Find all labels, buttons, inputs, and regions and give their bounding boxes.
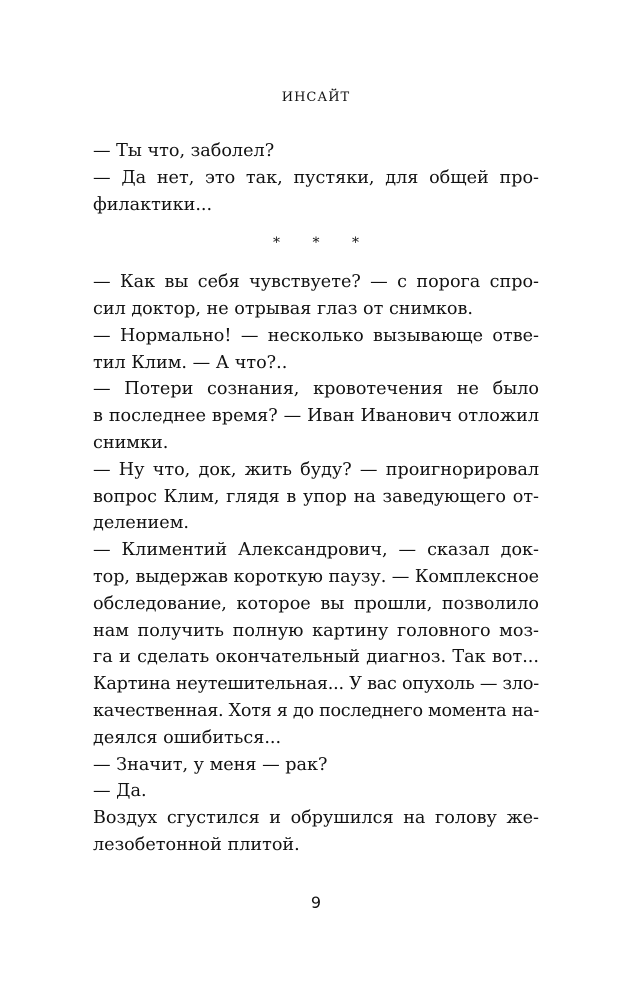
- text-line: — Как вы себя чувствуете? — с порога спро-: [93, 272, 539, 293]
- text-line: филактики...: [93, 194, 213, 215]
- text-line: — Значит, у меня — рак?: [93, 754, 328, 775]
- text-line: — Ну что, док, жить буду? — проигнорировал: [93, 459, 539, 480]
- text-line: качественная. Хотя я до последнего момента на-: [93, 700, 539, 721]
- text-line: — Климентий Александрович, — сказал док-: [93, 540, 539, 561]
- text-line: обследование, которое вы прошли, позволило: [93, 593, 539, 614]
- page-number: 9: [310, 893, 322, 912]
- text-line: снимки.: [93, 432, 169, 453]
- text-line: делением.: [93, 513, 189, 534]
- text-line: лезобетонной плитой.: [93, 834, 300, 855]
- text-line: нам получить полную картину головного моз-: [93, 620, 539, 641]
- text-line: га и сделать окончательный диагноз. Так вот...: [93, 647, 539, 668]
- text-line: — Ты что, заболел?: [93, 141, 275, 161]
- text-line: сил доктор, не отрывая глаз от снимков.: [93, 298, 474, 319]
- text-line: деялся ошибиться...: [93, 727, 282, 748]
- text-line: тил Клим. — А что?..: [93, 352, 288, 373]
- text-line: — Потери сознания, кровотечения не было: [93, 379, 539, 400]
- text-line: Воздух сгустился и обрушился на голову же-: [93, 808, 539, 829]
- section-separator: * * *: [273, 235, 373, 252]
- text-line: — Нормально! — несколько вызывающе отве-: [93, 325, 539, 346]
- text-line: — Да нет, это так, пустяки, для общей про-: [93, 167, 539, 188]
- body-text: [93, 138, 539, 859]
- text-line: Картина неутешительная... У вас опухоль — зло-: [93, 674, 539, 695]
- text-line: вопрос Клим, глядя в упор на заведующего от-: [93, 486, 539, 507]
- text-line: тор, выдержав короткую паузу. — Комплексное: [93, 566, 539, 587]
- text-line: в последнее время? — Иван Иванович отложил: [93, 406, 539, 427]
- running-title: ИНСАЙТ: [281, 90, 351, 105]
- text-line: — Да.: [93, 781, 147, 802]
